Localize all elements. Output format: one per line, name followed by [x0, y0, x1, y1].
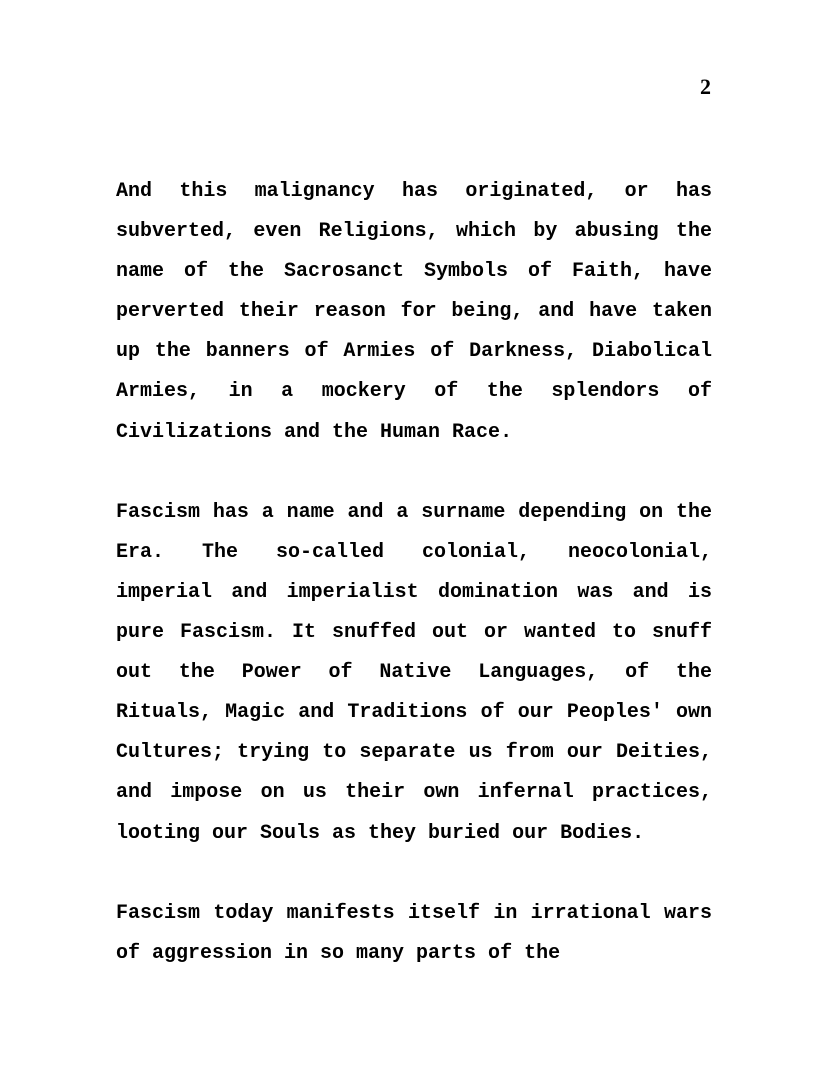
paragraph-2: Fascism has a name and a surname depending on the Era. The so-called colonial, neocolonial, imperial and imperialist domination was and is pure Fascism. It snuffed out or wanted to snuff out the Power of Native Languages, of the Rituals, Magic and Traditions of our Peoples' own Cultures; trying to separate us from our Deities, and impose on us their own infernal practices, looting our Souls as they buried our Bodies. — [116, 500, 712, 845]
page-number: 2 — [700, 74, 711, 99]
document-body — [116, 172, 712, 1014]
paragraph-1: And this malignancy has originated, or has subverted, even Religions, which by abusing the name of the Sacrosanct Symbols of Faith, have perverted their reason for being, and have taken up the banners of Armies of Darkness, Diabolical Armies, in a mockery of the splendors of Civilizations and the Human Race. — [116, 180, 712, 444]
paragraph-3: Fascism today manifests itself in irrational wars of aggression in so many parts of the — [116, 901, 712, 965]
